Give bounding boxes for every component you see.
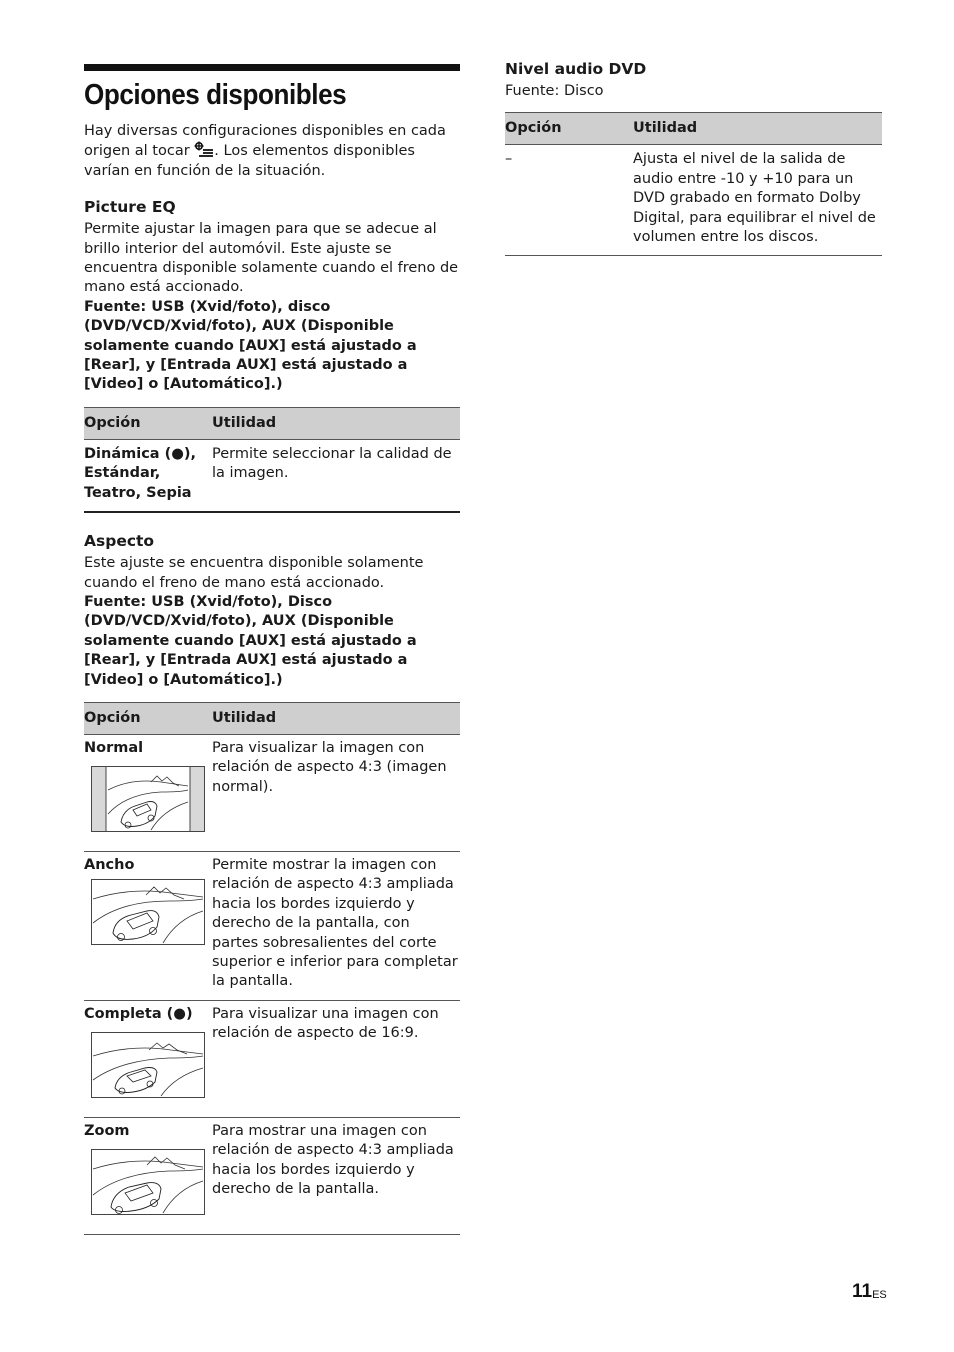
table-header-row (505, 113, 882, 145)
table-header-row (84, 407, 460, 439)
col-option-header: Opción (84, 702, 212, 734)
table-row (84, 1117, 460, 1234)
right-column (505, 59, 882, 256)
picture-eq-heading: Picture EQ (84, 198, 176, 217)
page-lang: ES (872, 1289, 887, 1301)
options-icon (194, 141, 214, 157)
option-label: Zoom (84, 1122, 130, 1139)
col-utility-header: Utilidad (212, 407, 460, 439)
option-cell (84, 734, 212, 851)
utility-cell: Ajusta el nivel de la salida de audio entre -10 y +10 para un DVD grabado en formato Dolby Digital, para equilibrar el nivel de volumen entre los discos. (633, 145, 882, 256)
page-number-value: 11 (852, 1281, 873, 1302)
option-label: Completa (●) (84, 1005, 193, 1022)
option-cell: Dinámica (●), Estándar, Teatro, Sepia (84, 439, 212, 512)
intro-part-2: . Los elementos disponibles varían en función de la situación. (84, 143, 415, 179)
table-header-row (84, 702, 460, 734)
utility-cell: Para mostrar una imagen con relación de aspecto 4:3 ampliada hacia los bordes izquierdo y derecho de la pantalla. (212, 1117, 460, 1234)
option-cell (84, 1117, 212, 1234)
table-row (84, 439, 460, 512)
option-cell (84, 1000, 212, 1117)
utility-cell: Permite seleccionar la calidad de la imagen. (212, 439, 460, 512)
intro-part-1: Hay diversas configuraciones disponibles en cada origen al tocar (84, 123, 446, 160)
intro-text (84, 122, 460, 181)
picture-eq-source: Fuente: USB (Xvid/foto), disco (DVD/VCD/Xvid/foto), AUX (Disponible solamente cuando [AUX] está ajustado a [Rear], y [Entrada AUX] está ajustado a [Video] o [Automático].) (84, 298, 417, 393)
option-cell: – (505, 145, 633, 256)
picture-eq-description: Permite ajustar la imagen para que se adecue al brillo interior del automóvil. Este ajuste se encuentra disponible solamente cuando el freno de mano está accionado. (84, 221, 459, 296)
table-row (505, 145, 882, 256)
page-title: Opciones disponibles (84, 79, 347, 111)
wide-aspect-illustration (91, 879, 205, 945)
col-option-header: Opción (84, 407, 212, 439)
aspecto-source: Fuente: USB (Xvid/foto), Disco (DVD/VCD/Xvid/foto), AUX (Disponible solamente cuando [AUX] está ajustado a [Rear], y [Entrada AUX] está ajustado a [Video] o [Automático].) (84, 593, 417, 688)
col-utility-header: Utilidad (633, 113, 882, 145)
aspecto-description: Este ajuste se encuentra disponible solamente cuando el freno de mano está accionado. (84, 555, 424, 591)
utility-cell: Para visualizar una imagen con relación de aspecto de 16:9. (212, 1000, 460, 1117)
option-cell (84, 851, 212, 1000)
col-option-header: Opción (505, 113, 633, 145)
nivel-audio-table (505, 112, 882, 256)
nivel-audio-source: Fuente: Disco (505, 83, 604, 99)
left-column (84, 64, 460, 1235)
page-number (852, 1281, 887, 1303)
table-row (84, 851, 460, 1000)
utility-cell: Para visualizar la imagen con relación de aspecto 4:3 (imagen normal). (212, 734, 460, 851)
title-rule (84, 64, 460, 71)
aspecto-heading: Aspecto (84, 532, 155, 551)
table-row (84, 1000, 460, 1117)
table-row (84, 734, 460, 851)
zoom-aspect-illustration (91, 1149, 205, 1215)
col-utility-header: Utilidad (212, 702, 460, 734)
normal-aspect-illustration (91, 766, 205, 832)
option-label: Ancho (84, 856, 135, 873)
picture-eq-table (84, 407, 460, 513)
nivel-audio-heading: Nivel audio DVD (505, 60, 647, 78)
aspecto-table (84, 702, 460, 1235)
option-label: Normal (84, 739, 144, 756)
full-aspect-illustration (91, 1032, 205, 1098)
utility-cell: Permite mostrar la imagen con relación de aspecto 4:3 ampliada hacia los bordes izquierdo y derecho de la pantalla, con partes sobresalientes del corte superior e inferior para completar la pantalla. (212, 851, 460, 1000)
